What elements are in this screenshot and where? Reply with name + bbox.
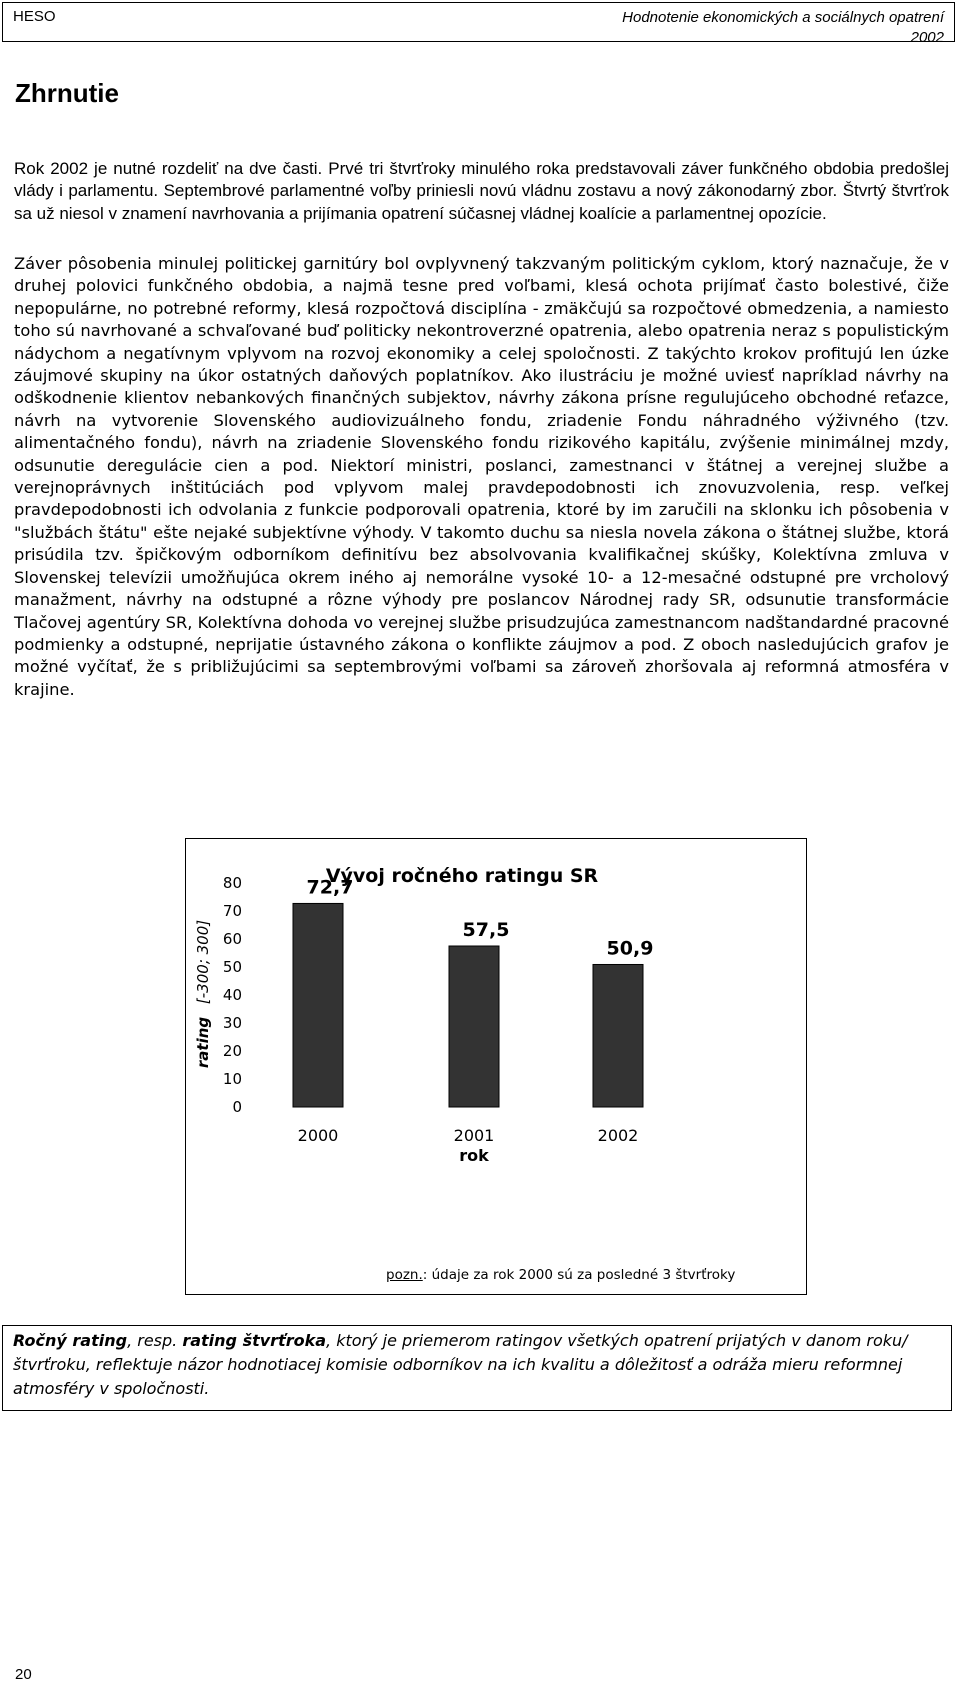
y-tick-label: 80 bbox=[222, 874, 242, 892]
x-tick-label: 2001 bbox=[453, 1126, 495, 1145]
bar-2002 bbox=[593, 964, 643, 1107]
chart-footnote bbox=[386, 1267, 735, 1283]
y-tick-label: 10 bbox=[222, 1070, 242, 1088]
header-publisher: HESO bbox=[13, 8, 56, 25]
header-report-title bbox=[622, 8, 944, 48]
intro-paragraph: Rok 2002 je nutné rozdeliť na dve časti. Prvé tri štvrťroky minulého roka predstavovali záver funkčného obdobia predošlej vlády i parlamentu. Septembrové parlamentné voľby priniesli novú vládnu zostavu a nový zákonodarný zbor. Štvrtý štvrťrok sa už niesol v znamení navrhovania a prijímania opatrení súčasnej vládnej koalície a parlamentnej opozície. bbox=[14, 159, 949, 223]
x-tick-label: 2000 bbox=[297, 1126, 339, 1145]
page-header bbox=[2, 2, 955, 46]
y-axis-label-range: [-300; 300] bbox=[194, 919, 212, 1005]
bar-value-label: 72,7 bbox=[306, 876, 354, 899]
definition-term-quarterly: rating štvrťroka bbox=[182, 1331, 327, 1350]
definition-term-annual: Ročný rating bbox=[13, 1331, 128, 1350]
definition-text: , ktorý je priemerom ratingov všetkých opatrení prijatých v danom roku/štvrťroku, reflektuje názor hodnotiacej komisie odborníkov na ich kvalitu a dôležitosť a odráža mieru reformnej atmosféry v spoločnosti. bbox=[13, 1331, 908, 1398]
svg-text:rating [-300; 300] bbox=[194, 920, 212, 1068]
body-paragraph: Záver pôsobenia minulej politickej garnitúry bol ovplyvnený takzvaným politickým cyklom, ktorý naznačuje, že v druhej polovici funkčného obdobia, a najmä tesne pred voľbami, klesá ochota prijímať často bolestivé, čiže nepopulárne, no potrebné reformy, klesá rozpočtová disciplína - zmäkčujú sa rozpočtové obmedzenia, a namiesto toho sú navrhované a schvaľované buď politicky nekontroverzné opatrenia, alebo opatrenia neraz s populistickým nádychom a negatívnym vplyvom na rozvoj ekonomiky a celej spoločnosti. Z takýchto krokov profitujú len úzke záujmové skupiny na úkor ostatných daňových poplatníkov. Ako ilustráciu je možné uviesť napríklad návrhy na odškodnenie klientov nebankových finančných subjektov, návrhy zákona prísne regulujúceho obchodné reťazce, návrh na vytvorenie Slovenského audiovizuálneho fondu, zriadenie Fondu náhradného výživného (tzv. alimentačného fondu), návrh na zriadenie Slovenského fondu rizikového kapitálu, zvýšenie minimálnej mzdy, odsunutie deregulácie cien a pod. Niektorí ministri, poslanci, zamestnanci v štátnej a verejnej službe a verejnoprávnych inštitúciách pod vplyvom malej pravdepodobnosti ich znovuzvolenia, resp. veľkej pravdepodobnosti ich odvolania z funkcie podporovali opatrenia, ktoré by im zaručili na sklonku ich pôsobenia v "službách štátu" ešte nejaké subjektívne výhody. V takomto duchu sa niesla novela zákona o štátnej službe, ktorá prisúdila tzv. špičkovým odborníkom definitívu bez absolvovania kvalifikačnej skúšky, Kolektívna zmluva v Slovenskej televízii umožňujúca okrem iného aj nemorálne vysoké 10- a 12-mesačné odstupné pre vrcholový manažment, návrhy na odstupné a rôzne výhody pre poslancov Národnej rady SR, odsunutie transformácie Tlačovej agentúry SR, Kolektívna dohoda vo verejnej službe prisudzujúca zamestnancom nadštandardné pracovné podmienky a odstupné, neprijatie ústavného zákona o konflikte záujmov a pod. Z oboch nasledujúcich grafov je možné vyčítať, že s približujúcimi sa septembrovými voľbami sa zároveň zhoršovala aj reformná atmosféra v krajine. bbox=[14, 254, 949, 699]
y-axis-label-main: rating bbox=[194, 1016, 212, 1069]
y-tick-label: 50 bbox=[222, 958, 242, 976]
chart-title: Vývoj ročného ratingu SR bbox=[325, 865, 599, 887]
bar-2001 bbox=[449, 946, 499, 1107]
chart-footnote-text: : údaje za rok 2000 sú za posledné 3 štvrťroky bbox=[422, 1267, 736, 1283]
x-tick-label: 2002 bbox=[597, 1126, 639, 1145]
header-title-line: Hodnotenie ekonomických a sociálnych opatrení bbox=[622, 9, 944, 26]
rating-definition-box bbox=[2, 1325, 952, 1411]
rating-chart bbox=[185, 838, 807, 1295]
definition-separator: , resp. bbox=[127, 1331, 183, 1350]
x-axis-label: rok bbox=[459, 1146, 489, 1165]
page-number: 20 bbox=[15, 1666, 32, 1683]
y-tick-label: 70 bbox=[222, 902, 242, 920]
bar-value-label: 57,5 bbox=[462, 919, 510, 941]
y-tick-label: 0 bbox=[232, 1098, 242, 1116]
y-tick-label: 60 bbox=[222, 930, 242, 948]
bar-2000 bbox=[293, 903, 343, 1107]
header-year: 2002 bbox=[910, 29, 944, 46]
y-tick-label: 30 bbox=[222, 1014, 242, 1032]
rating-chart-svg bbox=[186, 839, 808, 1296]
chart-footnote-prefix: pozn. bbox=[386, 1267, 423, 1283]
y-axis-label bbox=[194, 920, 212, 1068]
y-tick-label: 20 bbox=[222, 1042, 242, 1060]
section-title: Zhrnutie bbox=[15, 78, 119, 108]
bar-value-label: 50,9 bbox=[606, 937, 654, 960]
y-tick-label: 40 bbox=[222, 986, 242, 1004]
